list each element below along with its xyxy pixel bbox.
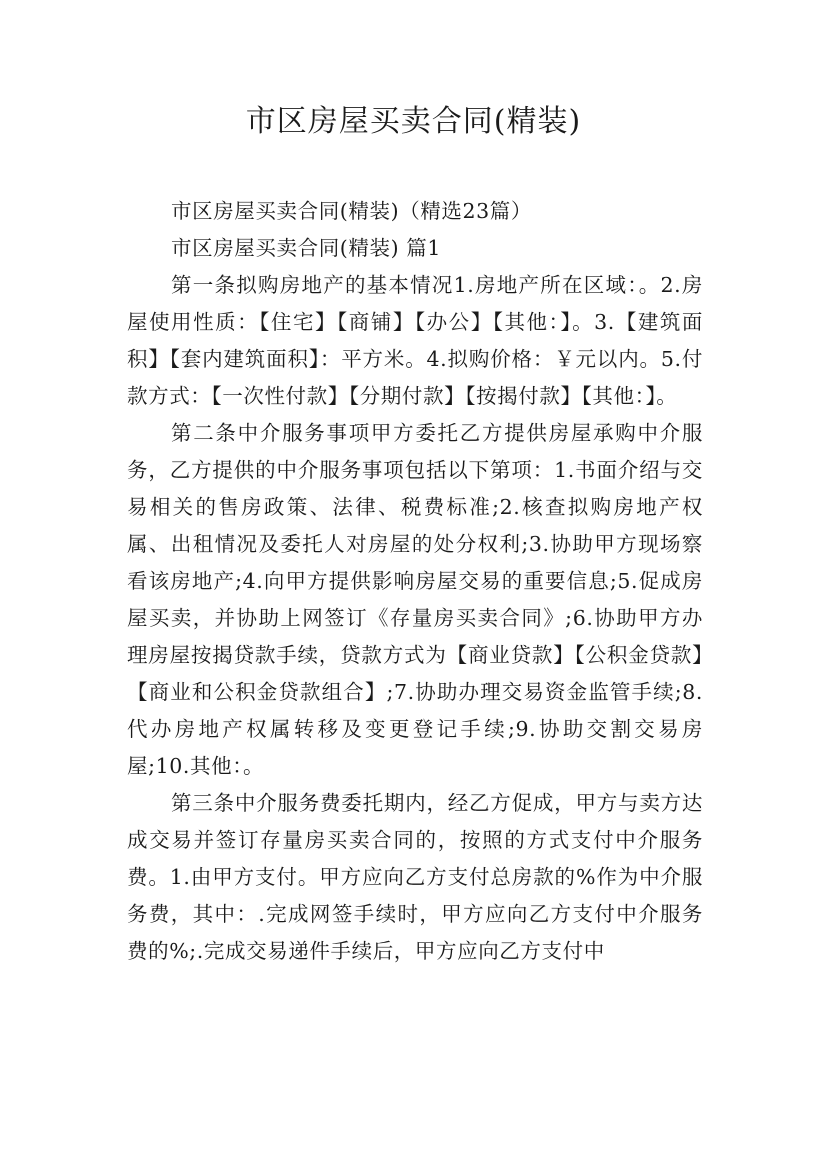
section-heading: 市区房屋买卖合同(精装) 篇1 bbox=[171, 236, 442, 260]
article-two-paragraph: 第二条中介服务事项甲方委托乙方提供房屋承购中介服务，乙方提供的中介服务事项包括以下第项：1.书面介绍与交易相关的售房政策、法律、税费标准;2.核查拟购房地产权属、出租情况及委托人对房屋的处分权利;3.协助甲方现场察看该房地产;4.向甲方提供影响房屋交易的重要信息;5.促成房屋买卖，并协助上网签订《存量房买卖合同》;6.协助甲方办理房屋按揭贷款手续，贷款方式为【商业贷款】【公积金贷款】【商业和公积金贷款组合】;7.协助办理交易资金监管手续;8.代办房地产权属转移及变更登记手续;9.协助交割交易房屋;10.其他：。 bbox=[127, 421, 703, 778]
article-one-paragraph: 第一条拟购房地产的基本情况1.房地产所在区域：。2.房屋使用性质：【住宅】【商铺】【办公】【其他：】。3.【建筑面积】【套内建筑面积】：平方米。4.拟购价格：￥元以内。5.付款方式：【一次性付款】【分期付款】【按揭付款】【其他：】。 bbox=[127, 273, 703, 408]
document-title: 市区房屋买卖合同(精装) bbox=[245, 104, 582, 139]
article-three-paragraph: 第三条中介服务费委托期内，经乙方促成，甲方与卖方达成交易并签订存量房买卖合同的，按照的方式支付中介服务费。1.由甲方支付。甲方应向乙方支付总房款的%作为中介服务费，其中：.完成网签手续时，甲方应向乙方支付中介服务费的%;.完成交易递件手续后，甲方应向乙方支付中 bbox=[127, 791, 703, 963]
document-body bbox=[127, 193, 703, 970]
subtitle-paragraph: 市区房屋买卖合同(精装)（精选23篇） bbox=[171, 199, 532, 223]
